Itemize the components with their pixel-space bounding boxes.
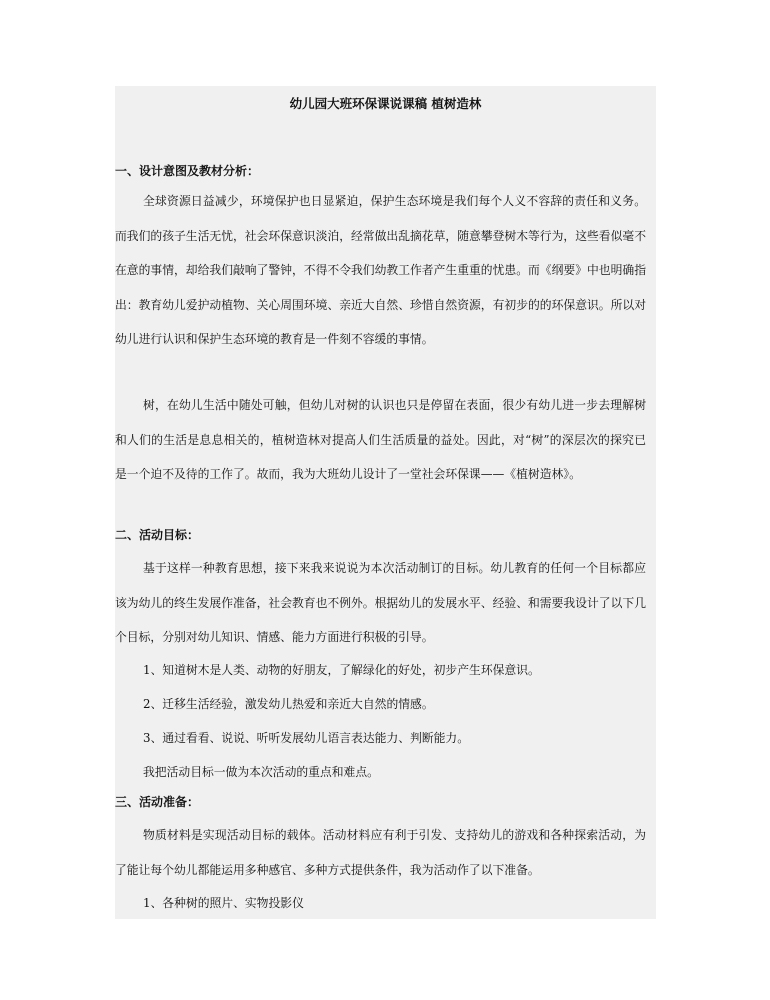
section-heading-preparation: 三、活动准备： xyxy=(115,795,200,809)
preparation-item-1: 1、各种树的照片、实物投影仪 xyxy=(143,896,304,910)
objective-item-1: 1、知道树木是人类、动物的好朋友，了解绿化的好处，初步产生环保意识。 xyxy=(143,663,540,677)
paragraph-design-intent-2: 树，在幼儿生活中随处可触，但幼儿对树的认识也只是停留在表面，很少有幼儿进一步去理解树和人们的生活是息息相关的，植树造林对提高人们生活质量的益处。因此，对“树”的深层次的探究已是一个迫不及待的工作了。故而，我为大班幼儿设计了一堂社会环保课——《植树造林》。 xyxy=(115,398,646,481)
paragraph-key-points: 我把活动目标一做为本次活动的重点和难点。 xyxy=(143,765,379,779)
paragraph-preparation-intro: 物质材料是实现活动目标的载体。活动材料应有利于引发、支持幼儿的游戏和各种探索活动，为了能让每个幼儿都能运用多种感官、多种方式提供条件，我为活动作了以下准备。 xyxy=(115,828,646,877)
document-title: 幼儿园大班环保课说课稿 植树造林 xyxy=(289,96,482,111)
document-page xyxy=(115,86,656,919)
objective-item-3: 3、通过看看、说说、听听发展幼儿语言表达能力、判断能力。 xyxy=(143,731,470,745)
section-heading-objectives: 二、活动目标： xyxy=(115,528,200,542)
objective-item-2: 2、迁移生活经验，激发幼儿热爱和亲近大自然的情感。 xyxy=(143,697,434,711)
paragraph-objectives-intro: 基于这样一种教育思想，接下来我来说说为本次活动制订的目标。幼儿教育的任何一个目标都应该为幼儿的终生发展作准备，社会教育也不例外。根据幼儿的发展水平、经验、和需要我设计了以下几个目标，分别对幼儿知识、情感、能力方面进行积极的引导。 xyxy=(115,561,646,644)
paragraph-design-intent-1: 全球资源日益减少，环境保护也日显紧迫，保护生态环境是我们每个人义不容辞的责任和义务。而我们的孩子生活无忧，社会环保意识淡泊，经常做出乱摘花草，随意攀登树木等行为，这些看似毫不在意的事情，却给我们敲响了警钟，不得不令我们幼教工作者产生重重的忧患。而《纲要》中也明确指出：教育幼儿爱护动植物、关心周围环境、亲近大自然、珍惜自然资源，有初步的的环保意识。所以对幼儿进行认识和保护生态环境的教育是一件刻不容缓的事情。 xyxy=(115,194,646,346)
section-heading-design-intent: 一、设计意图及教材分析： xyxy=(115,164,260,178)
